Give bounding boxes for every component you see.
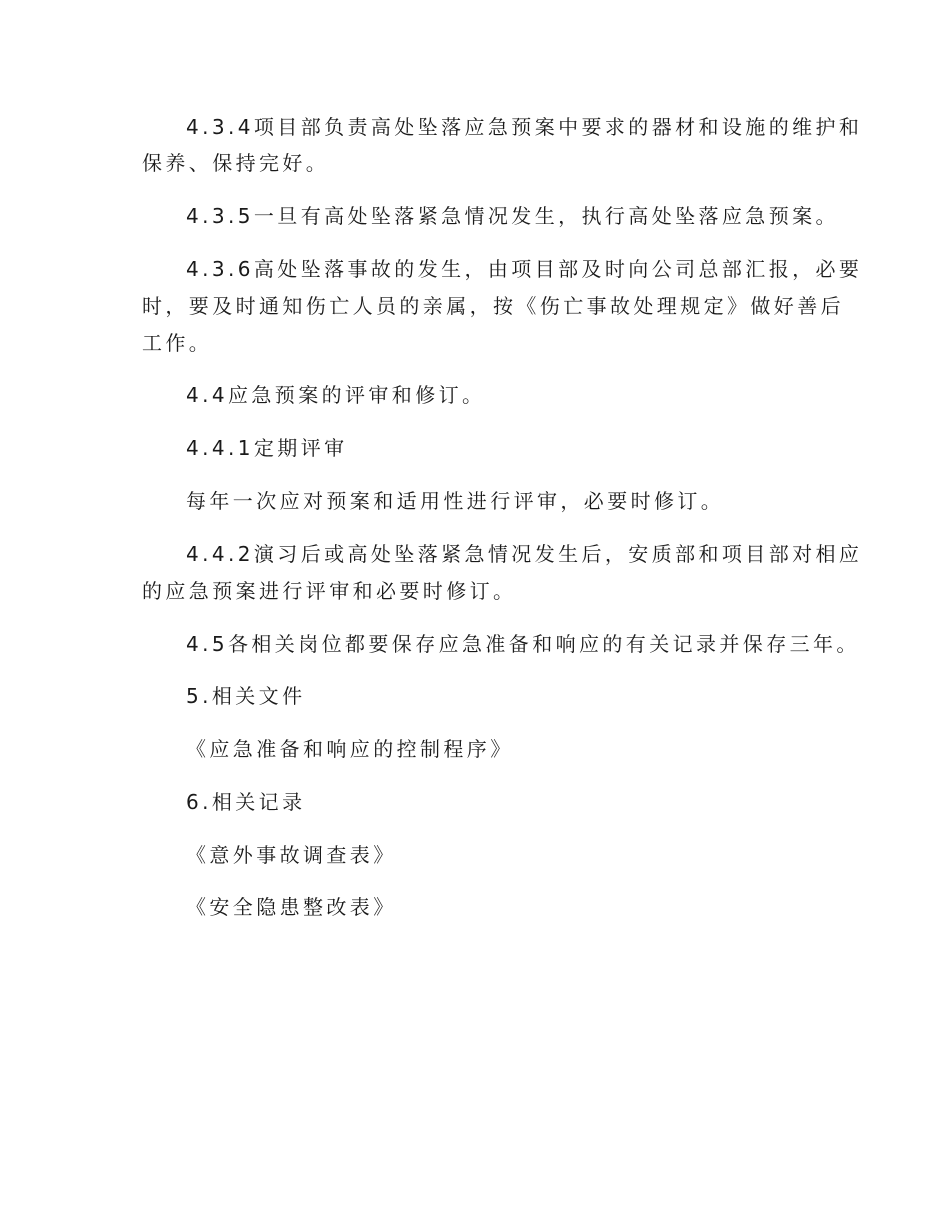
paragraph-4-3-6-line-3: 工作。 (142, 331, 213, 355)
paragraph-4-3-5: 4.3.5一旦有高处坠落紧急情况发生，执行高处坠落应急预案。 (186, 204, 839, 228)
paragraph-4-3-6-line-1: 4.3.6高处坠落事故的发生，由项目部及时向公司总部汇报，必要 (186, 257, 863, 281)
paragraph-4-4-2-line-1: 4.4.2演习后或高处坠落紧急情况发生后，安质部和项目部对相应 (186, 542, 863, 566)
paragraph-4-4-2-line-2: 的应急预案进行评审和必要时修订。 (142, 579, 517, 603)
paragraph-periodic-review: 每年一次应对预案和适用性进行评审，必要时修订。 (186, 489, 725, 513)
related-record-item-2: 《安全隐患整改表》 (186, 895, 397, 919)
paragraph-4-3-4-line-1: 4.3.4项目部负责高处坠落应急预案中要求的器材和设施的维护和 (186, 115, 863, 139)
paragraph-4-3-4-line-2: 保养、保持完好。 (142, 151, 330, 175)
heading-related-records: 6.相关记录 (186, 790, 306, 814)
paragraph-4-5: 4.5各相关岗位都要保存应急准备和响应的有关记录并保存三年。 (186, 632, 860, 656)
related-document-item: 《应急准备和响应的控制程序》 (186, 737, 514, 761)
heading-4-4: 4.4应急预案的评审和修订。 (186, 383, 486, 407)
paragraph-4-3-6-line-2: 时，要及时通知伤亡人员的亲属，按《伤亡事故处理规定》做好善后 (142, 294, 844, 318)
heading-related-documents: 5.相关文件 (186, 684, 306, 708)
heading-4-4-1: 4.4.1定期评审 (186, 436, 348, 460)
related-record-item-1: 《意外事故调查表》 (186, 843, 397, 867)
